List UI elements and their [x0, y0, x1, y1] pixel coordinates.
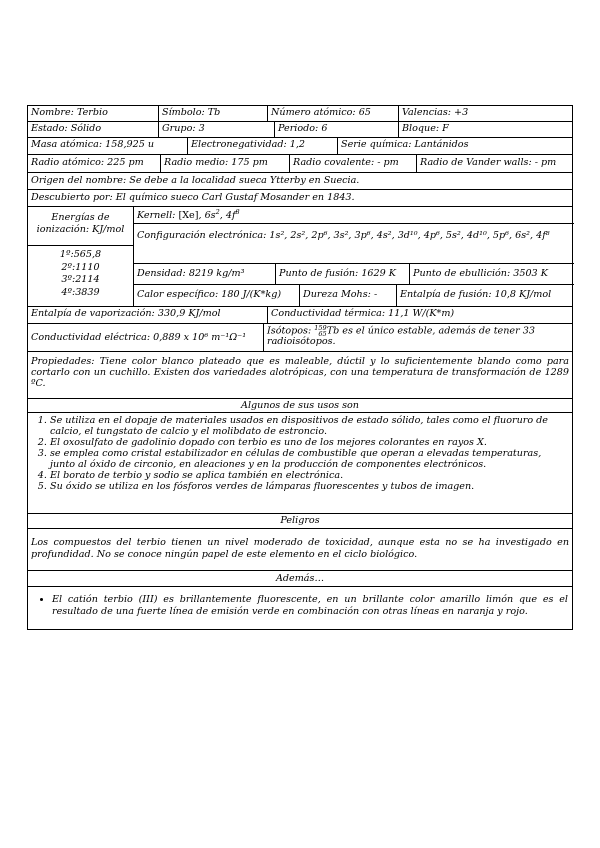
ionization-1: 1º:565,8: [59, 249, 102, 260]
row-conductividad: [28, 324, 572, 352]
ademas-item: • El catión terbio (III) es brillantemente fluorescente, en un brillante color amarillo limón que es el resultado de una fuerte línea de emisión verde en combinación con otras líneas en naranja y rojo.: [52, 594, 568, 618]
ionization-config-block: [28, 207, 572, 307]
masa-atomica-cell: Masa atómica: 158,925 u: [28, 138, 188, 154]
origen-row: Origen del nombre: Se debe a la localidad sueca Ytterby en Suecia.: [28, 173, 572, 190]
row-basic-info: [28, 106, 572, 122]
nombre-cell: Nombre: Terbio: [28, 106, 159, 121]
ionization-4: 4º:3839: [61, 286, 100, 298]
bloque-cell: Bloque: F: [402, 123, 449, 134]
usos-title: Algunos de sus usos son: [28, 399, 572, 413]
descubierto-row: Descubierto por: El químico sueco Carl Gustaf Mosander en 1843.: [28, 190, 572, 207]
ionization-2: 2º:1110: [61, 261, 100, 273]
ionization-panel: [28, 207, 134, 306]
ademas-list: [28, 594, 572, 618]
uso-item: 4. El borato de terbio y sodio se aplica también en electrónica.: [50, 470, 568, 481]
row-calor: [134, 285, 574, 307]
densidad-cell: Densidad: 8219 kg/m³: [134, 264, 276, 284]
valencias-cell: Valencias: +3: [402, 107, 469, 118]
conductividad-termica-cell: Conductividad térmica: 11,1 W/(K*m): [271, 308, 455, 319]
isotopos-cell: Isótopos: 159 65 Tb es el único estable, además de tener 33 radioisótopos.: [267, 324, 535, 347]
calor-especifico-cell: Calor específico: 180 J/(K*kg): [134, 285, 300, 307]
uso-item: 5. Su óxido se utiliza en los fósforos verdes de lámparas fluorescentes y tubos de imagen.: [50, 481, 568, 492]
dureza-mohs-cell: Dureza Mohs: -: [300, 285, 397, 307]
propiedades-row: Propiedades: Tiene color blanco plateado que es maleable, dúctil y lo suficientemente blando como para cortarlo con un cuchillo. Existen dos variedades alotrópicas, con una temperatura de transformación de 1289 ºC.: [28, 352, 572, 399]
radio-vdw-cell: Radio de Vander walls: - pm: [420, 157, 557, 168]
estado-cell: Estado: Sólido: [28, 122, 159, 137]
ionization-values: [28, 249, 133, 299]
peligros-title: Peligros: [28, 514, 572, 529]
row-densidad: [134, 264, 574, 285]
uso-item: 1. Se utiliza en el dopaje de materiales usados en dispositivos de estado sólido, tales como el fluoruro de calcio, el tungstato de calcio y el molibdato de estroncio.: [50, 415, 568, 437]
serie-quimica-cell: Serie química: Lantánidos: [341, 139, 469, 150]
punto-fusion-cell: Punto de fusión: 1629 K: [276, 264, 410, 284]
numero-atomico-cell: Número atómico: 65: [268, 106, 399, 121]
ionization-title: Energías de ionización: KJ/mol: [36, 212, 125, 235]
periodo-cell: Periodo: 6: [275, 122, 399, 137]
grupo-cell: Grupo: 3: [159, 122, 275, 137]
entalpia-fusion-cell: Entalpía de fusión: 10,8 KJ/mol: [400, 289, 552, 300]
uso-item: 3. se emplea como cristal estabilizador en células de combustible que operan a elevadas temperaturas, junto al óxido de circonio, en aleaciones y en la producción de componentes electrónicos.: [50, 448, 568, 470]
row-mass: [28, 138, 572, 155]
usos-section: [28, 413, 572, 514]
ademas-title: Además…: [28, 571, 572, 587]
radio-medio-cell: Radio medio: 175 pm: [161, 155, 290, 172]
radio-covalente-cell: Radio covalente: - pm: [290, 155, 417, 172]
row-state: [28, 122, 572, 138]
element-data-sheet: [27, 105, 573, 630]
row-radii: [28, 155, 572, 173]
ademas-section: [28, 587, 572, 629]
usos-list: [28, 415, 572, 492]
configuracion-electronica: 1s², 2s², 2p⁶, 3s², 3p⁶, 4s², 3d¹⁰, 4p⁶, 5s², 4d¹⁰, 5p⁶, 6s², 4f⁸: [269, 230, 550, 241]
peligros-text: Los compuestos del terbio tienen un nivel moderado de toxicidad, aunque esta no se ha investigado en profundidad. No se conoce ningún papel de este elemento en el ciclo biológico.: [28, 529, 572, 571]
punto-ebullicion-cell: Punto de ebullición: 3503 K: [413, 268, 548, 279]
ionization-3: 3º:2114: [61, 274, 100, 285]
uso-item: 2. El oxosulfato de gadolinio dopado con terbio es uno de los mejores colorantes en rayos X.: [50, 437, 568, 448]
conductividad-electrica-cell: Conductividad eléctrica: 0,889 x 10⁶ m⁻¹Ω⁻¹: [28, 324, 264, 351]
radio-atomico-cell: Radio atómico: 225 pm: [28, 155, 161, 172]
kernell-cell: Kernell: [Xe], $6s^2$, $4f^8$: [134, 207, 574, 224]
row-vaporizacion: [28, 307, 572, 324]
entalpia-vaporizacion-cell: Entalpía de vaporización: 330,9 KJ/mol: [28, 307, 268, 323]
simbolo-cell: Símbolo: Tb: [159, 106, 268, 121]
configuracion-cell: Configuración electrónica: 1s², 2s², 2p⁶, 3s², 3p⁶, 4s², 3d¹⁰, 4p⁶, 5s², 4d¹⁰, 5p⁶, 6s², 4f⁸: [134, 224, 574, 264]
electronegatividad-cell: Electronegatividad: 1,2: [188, 138, 338, 154]
